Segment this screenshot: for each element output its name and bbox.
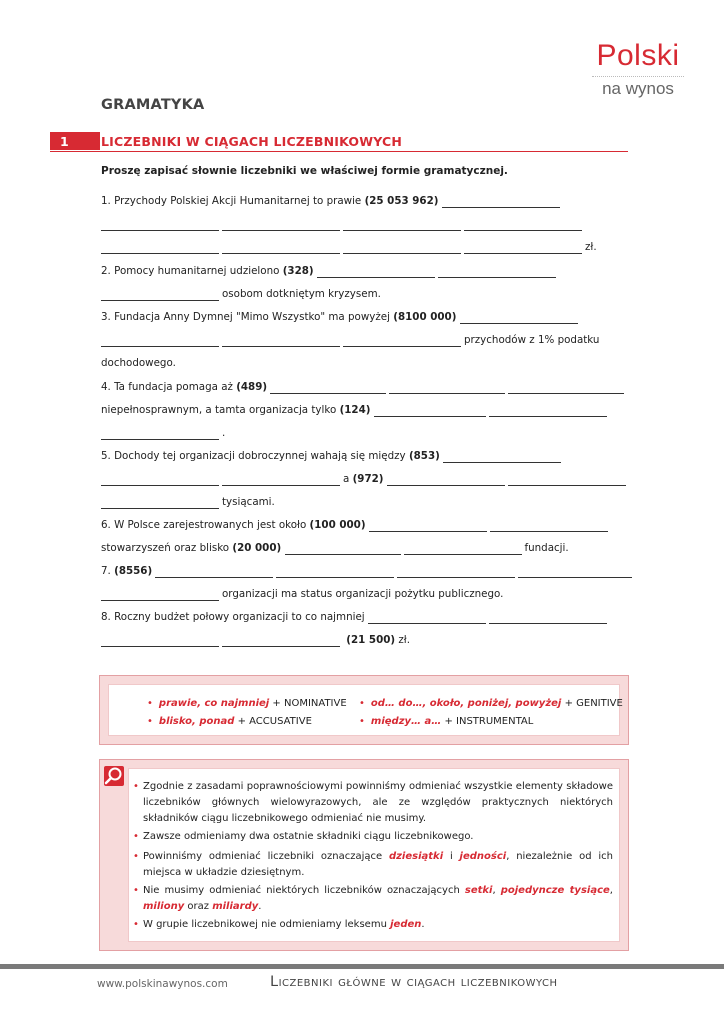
tip-item [133,883,613,915]
logo-sub: na wynos [602,79,674,98]
exercise-line [101,610,610,624]
tip-highlight: miliony [143,901,185,912]
number-clue: (853) [408,450,440,462]
exercise-line [101,287,381,301]
tip-text: Powinniśmy odmieniać liczebniki oznaczające [143,851,383,862]
answer-blank[interactable] [101,243,219,254]
exercise-line [101,449,564,463]
answer-blank[interactable] [438,267,556,278]
sentence-text: tysiącami. [222,496,275,508]
answer-blank[interactable] [518,567,632,578]
grammar-case: + ACCUSATIVE [237,716,312,727]
number-clue: (20 000) [232,542,282,554]
tip-text: , [609,885,613,896]
bullet-icon: • [133,919,139,930]
answer-blank[interactable] [222,336,340,347]
answer-blank[interactable] [490,521,608,532]
tip-text: oraz [187,901,210,912]
tip-text: W grupie liczebnikowej nie odmieniamy leksemu [143,919,387,930]
sentence-text: 3. Fundacja Anny Dymnej "Mimo Wszystko" ma powyżej [101,311,390,323]
answer-blank[interactable] [222,636,340,647]
exercise-number-bar [50,132,100,150]
answer-blank[interactable] [374,406,486,417]
tip-highlight: setki [464,885,493,896]
exercise-line [101,472,629,486]
answer-blank[interactable] [317,267,435,278]
tips-box [99,759,629,951]
answer-blank[interactable] [508,475,626,486]
tip-highlight: dziesiątki [388,851,444,862]
grammar-trigger: prawie, co najmniej [158,698,270,709]
number-clue: (8100 000) [393,311,457,323]
answer-blank[interactable] [270,383,386,394]
answer-blank[interactable] [101,220,219,231]
exercise-line [101,541,569,555]
exercise-line [101,333,599,347]
tip-highlight: jeden [390,919,422,930]
tip-highlight: miliardy [212,901,259,912]
grammar-rule [359,695,623,713]
logo-main: Polski [596,39,680,72]
tips-box-inner [128,768,620,942]
answer-blank[interactable] [101,290,219,301]
answer-blank[interactable] [101,498,219,509]
answer-blank[interactable] [404,544,522,555]
sentence-text: niepełnosprawnym, a tamta organizacja tylko [101,404,337,416]
answer-blank[interactable] [222,475,340,486]
sentence-text: fundacji. [524,542,569,554]
sentence-text: 7. [101,565,111,577]
grammar-case: + GENITIVE [564,698,623,709]
magnifier-icon [104,766,124,786]
answer-blank[interactable] [222,243,340,254]
tip-text: . [421,919,425,930]
exercise-number: 1 [60,134,69,149]
sentence-text: zł. [398,634,410,646]
footer-url[interactable]: www.polskinawynos.com [97,978,228,990]
footer-title: Liczebniki główne w ciągach liczebnikowych [270,974,558,990]
answer-blank[interactable] [343,243,461,254]
number-clue: (100 000) [309,519,366,531]
section-title: GRAMATYKA [101,97,205,113]
number-clue: (25 053 962) [364,195,439,207]
exercise-line [101,518,611,532]
footer-bar [0,964,724,969]
answer-blank[interactable] [464,243,582,254]
sentence-text: 2. Pomocy humanitarnej udzielono [101,265,280,277]
answer-blank[interactable] [464,220,582,231]
answer-blank[interactable] [368,613,486,624]
exercise-line [101,310,581,324]
grammar-trigger: od… do…, około, poniżej, powyżej [370,698,562,709]
sentence-text: . [222,427,226,439]
answer-blank[interactable] [276,567,394,578]
answer-blank[interactable] [489,406,607,417]
tip-item [133,779,613,827]
number-clue: (8556) [114,565,153,577]
sentence-text: dochodowego. [101,357,176,369]
exercise-line [101,633,410,647]
answer-blank[interactable] [508,383,624,394]
number-clue: (21 500) [346,634,396,646]
grammar-case: + NOMINATIVE [272,698,347,709]
grammar-trigger: między… a… [370,716,442,727]
answer-blank[interactable] [101,336,219,347]
exercise-line [101,264,559,278]
sentence-text: 8. Roczny budżet połowy organizacji to co najmniej [101,611,365,623]
exercise-line [101,217,585,231]
number-clue: (489) [236,381,268,393]
grammar-box [99,675,629,745]
tip-text: , [492,885,496,896]
tip-highlight: pojedyncze tysiące [500,885,610,896]
sentence-text: organizacji ma status organizacji pożytku publicznego. [222,588,504,600]
grammar-rule [359,713,623,731]
bullet-icon: • [359,698,365,709]
answer-blank[interactable] [387,475,505,486]
answer-blank[interactable] [460,313,578,324]
bullet-icon: • [133,885,139,896]
grammar-trigger: blisko, ponad [158,716,235,727]
sentence-text: 4. Ta fundacja pomaga aż [101,381,233,393]
sentence-text: 5. Dochody tej organizacji dobroczynnej wahają się między [101,450,406,462]
sentence-text: 1. Przychody Polskiej Akcji Humanitarnej to prawie [101,195,362,207]
tip-text: Zgodnie z zasadami poprawnościowymi powinniśmy odmieniać wszystkie elementy składowe liczebników głównych wielowyrazowych, ale ze względów praktycznych niektórych składników ciągu liczebnikowego odmieniać nie musimy. [143,781,613,824]
number-clue: (124) [339,404,371,416]
answer-blank[interactable] [101,475,219,486]
tip-item [133,849,613,881]
exercise-line [101,495,275,509]
answer-blank[interactable] [285,544,401,555]
bullet-icon: • [147,698,153,709]
grammar-rule [147,695,347,713]
answer-blank[interactable] [222,220,340,231]
grammar-column-right [359,695,623,731]
exercise-line [101,194,563,208]
sentence-text: stowarzyszeń oraz blisko [101,542,230,554]
number-clue: (328) [282,265,314,277]
sentence-text: a [343,473,350,485]
answer-blank[interactable] [389,383,505,394]
sentence-text: 6. W Polsce zarejestrowanych jest około [101,519,307,531]
answer-blank[interactable] [369,521,487,532]
sentence-text: osobom dotkniętym kryzysem. [222,288,381,300]
logo-divider [592,76,684,77]
sentence-text: zł. [585,241,597,253]
tip-text: , niezależnie od ich miejsca w układzie dziesiętnym. [143,851,613,878]
grammar-rule [147,713,347,731]
bullet-icon: • [359,716,365,727]
exercise-line [101,380,627,394]
exercise-title: LICZEBNIKI W CIĄGACH LICZEBNIKOWYCH [101,134,403,149]
tip-highlight: jedności [459,851,507,862]
tip-item [133,917,613,933]
answer-blank[interactable] [101,590,219,601]
bullet-icon: • [133,851,139,862]
tip-text: i [449,851,453,862]
answer-blank[interactable] [442,197,560,208]
exercise-line [101,587,503,601]
answer-blank[interactable] [343,220,461,231]
tip-text: Nie musimy odmieniać niektórych liczebników oznaczających [143,885,460,896]
exercise-instruction: Proszę zapisać słownie liczebniki we właściwej formie gramatycznej. [101,165,508,177]
tip-item [133,829,613,845]
answer-blank[interactable] [489,613,607,624]
bullet-icon: • [147,716,153,727]
exercise-line [101,403,610,417]
bullet-icon: • [133,781,139,792]
exercise-line [101,356,176,370]
number-clue: (972) [352,473,384,485]
tip-text: Zawsze odmieniamy dwa ostatnie składniki ciągu liczebnikowego. [143,831,474,842]
grammar-case: + INSTRUMENTAL [444,716,534,727]
answer-blank[interactable] [443,452,561,463]
answer-blank[interactable] [101,636,219,647]
answer-blank[interactable] [101,429,219,440]
bullet-icon: • [133,831,139,842]
exercise-line [101,240,597,254]
exercise-line [101,564,635,578]
grammar-column-left [147,695,347,731]
exercise-line [101,426,225,440]
grammar-box-inner [108,684,623,736]
answer-blank[interactable] [343,336,461,347]
answer-blank[interactable] [397,567,515,578]
answer-blank[interactable] [155,567,273,578]
sentence-text: przychodów z 1% podatku [464,334,600,346]
tip-text: . [258,901,262,912]
exercise-title-rule [50,151,628,152]
logo [588,40,688,99]
